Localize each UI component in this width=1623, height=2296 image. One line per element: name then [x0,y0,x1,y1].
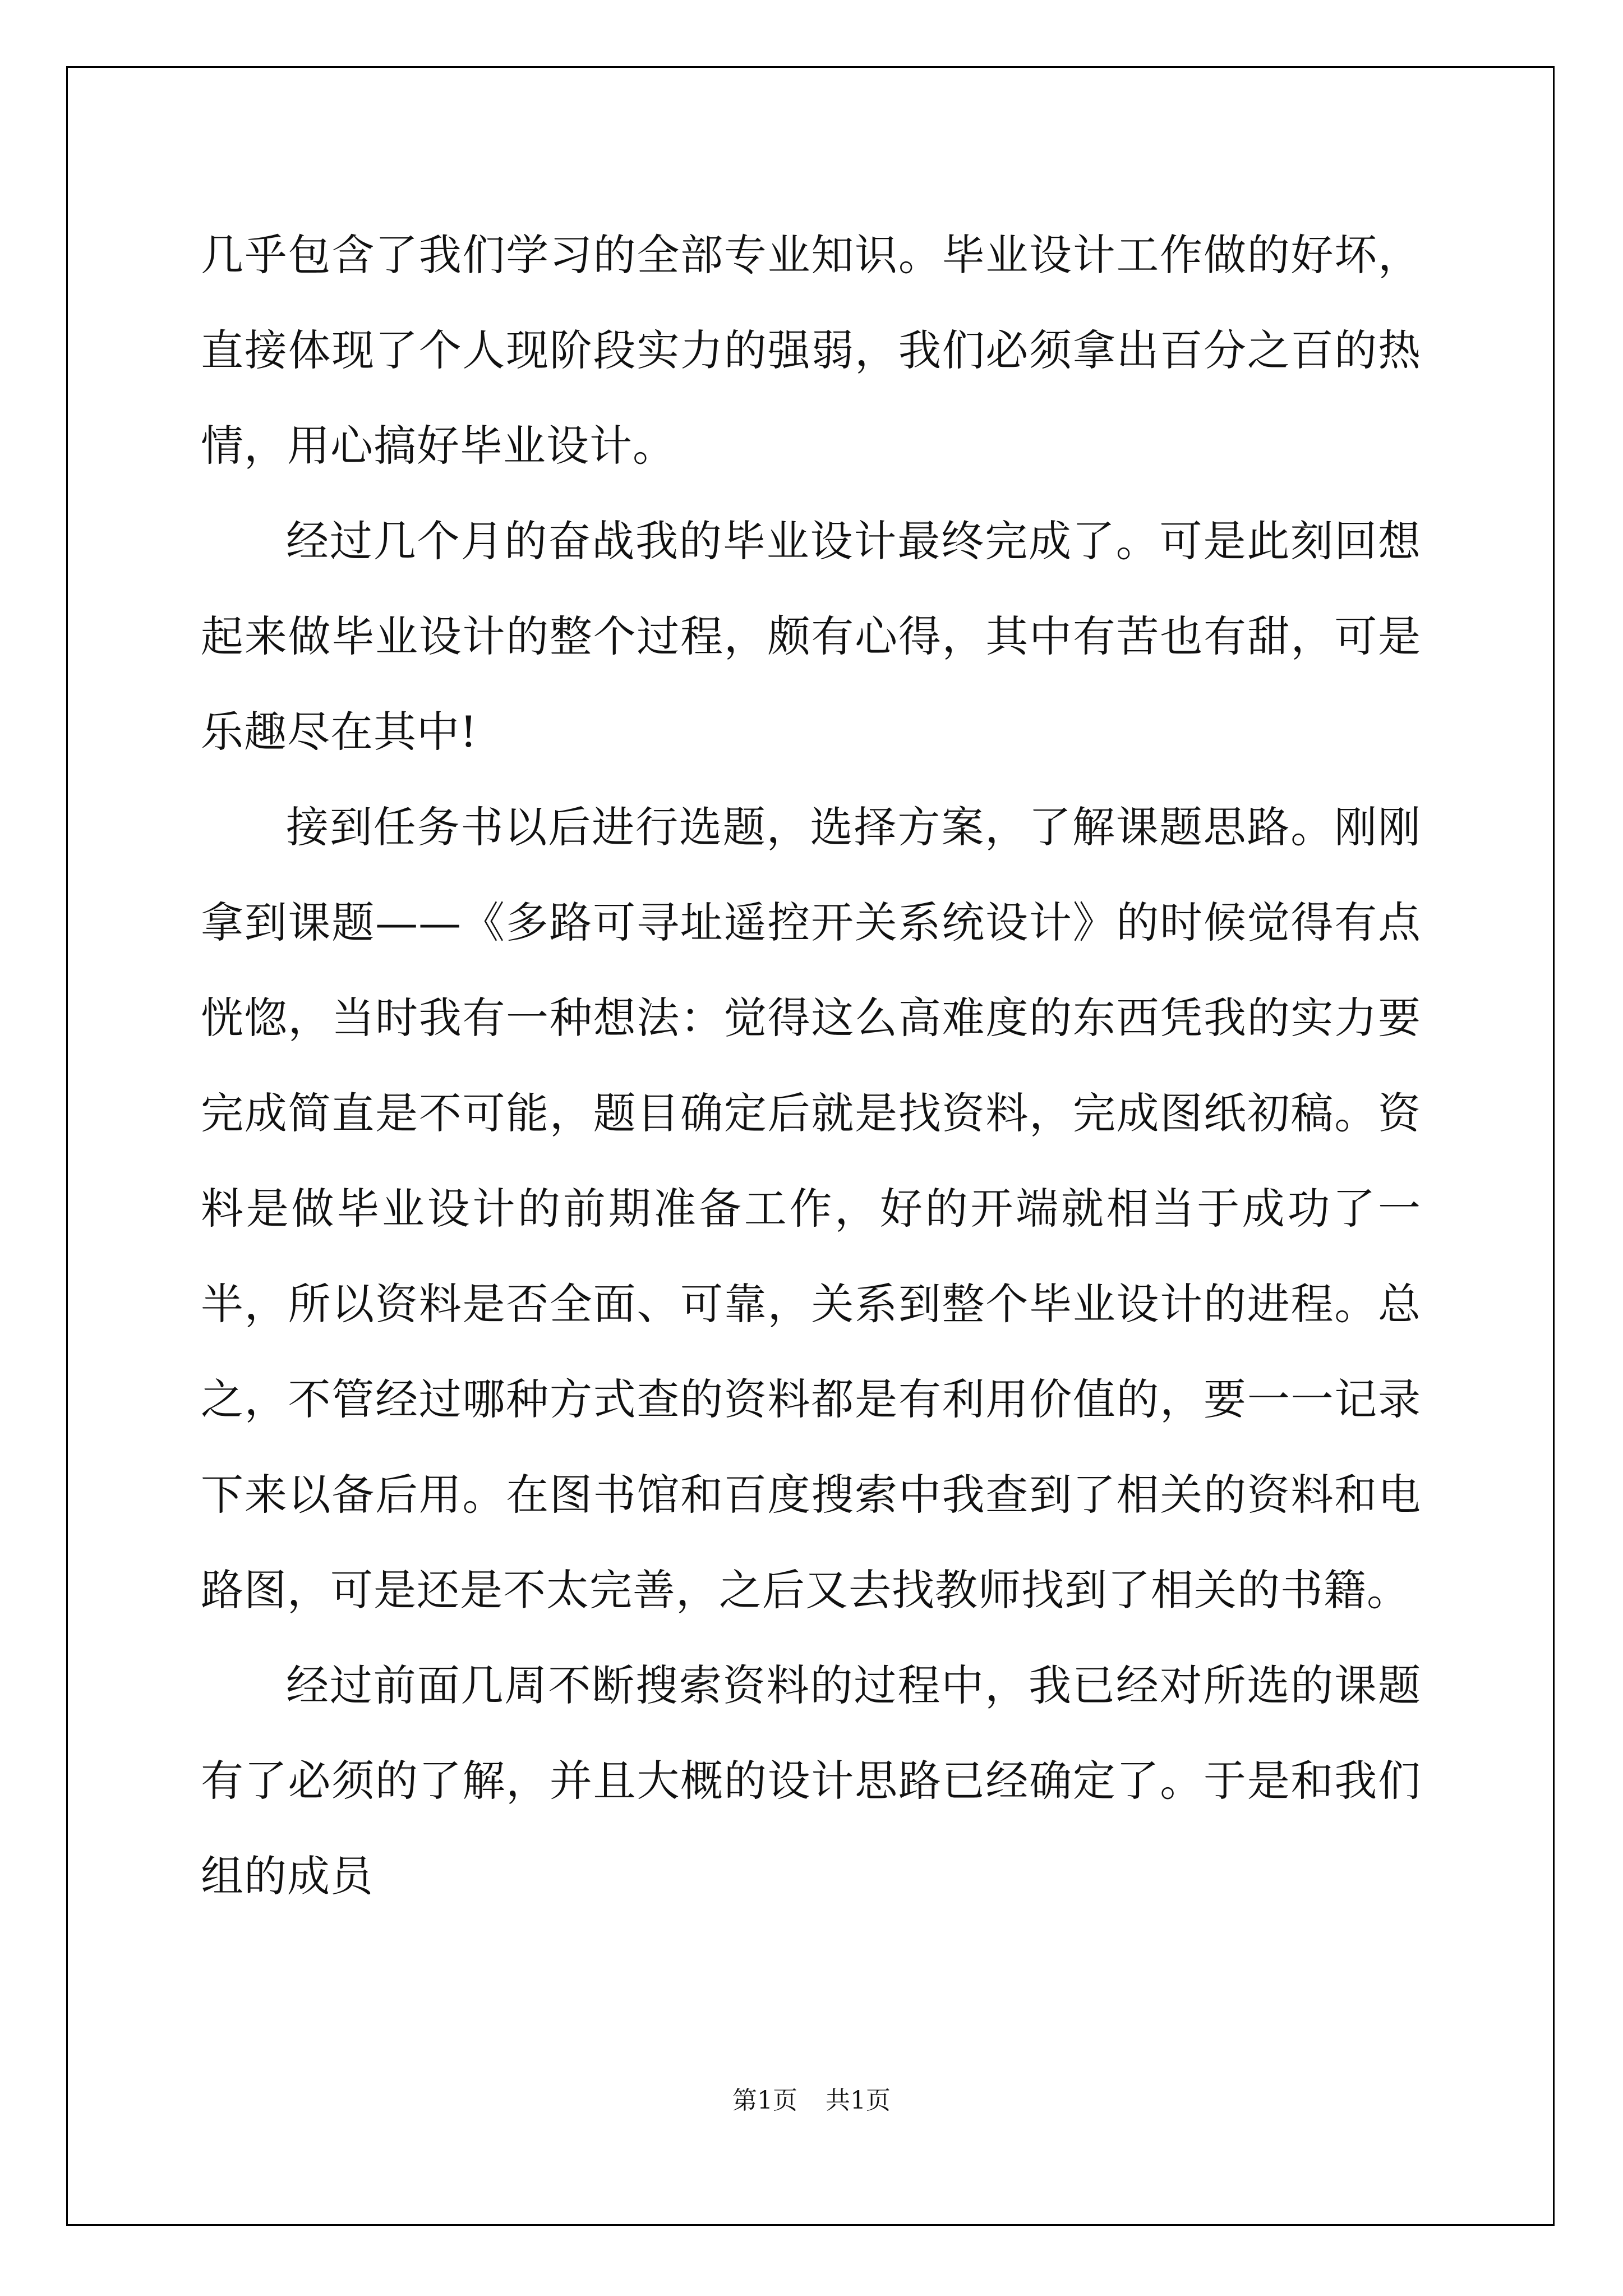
paragraph: 接到任务书以后进行选题，选择方案，了解课题思路。刚刚拿到课题——《多路可寻址遥控开关系统设计》的时候觉得有点恍惚，当时我有一种想法：觉得这么高难度的东西凭我的实力要完成简直是不可能，题目确定后就是找资料，完成图纸初稿。资料是做毕业设计的前期准备工作，好的开端就相当于成功了一半，所以资料是否全面、可靠，关系到整个毕业设计的进程。总之，不管经过哪种方式查的资料都是有利用价值的，要一一记录下来以备后用。在图书馆和百度搜索中我查到了相关的资料和电路图，可是还是不太完善，之后又去找教师找到了相关的书籍。 [201,802,1421,1615]
page-total: 共1页 [826,2086,891,2115]
page-footer [0,2080,1623,2116]
document-body [201,208,1421,1924]
paragraph: 经过前面几周不断搜索资料的过程中，我已经对所选的课题有了必须的了解，并且大概的设计思路已经确定了。于是和我们组的成员 [201,1660,1421,1901]
paragraph: 经过几个月的奋战我的毕业设计最终完成了。可是此刻回想起来做毕业设计的整个过程，颇有心得，其中有苦也有甜，可是乐趣尽在其中! [201,516,1421,757]
page-number: 第1页 [732,2086,797,2115]
paragraph: 几乎包含了我们学习的全部专业知识。毕业设计工作做的好坏，直接体现了个人现阶段实力的强弱，我们必须拿出百分之百的热情，用心搞好毕业设计。 [201,230,1421,471]
